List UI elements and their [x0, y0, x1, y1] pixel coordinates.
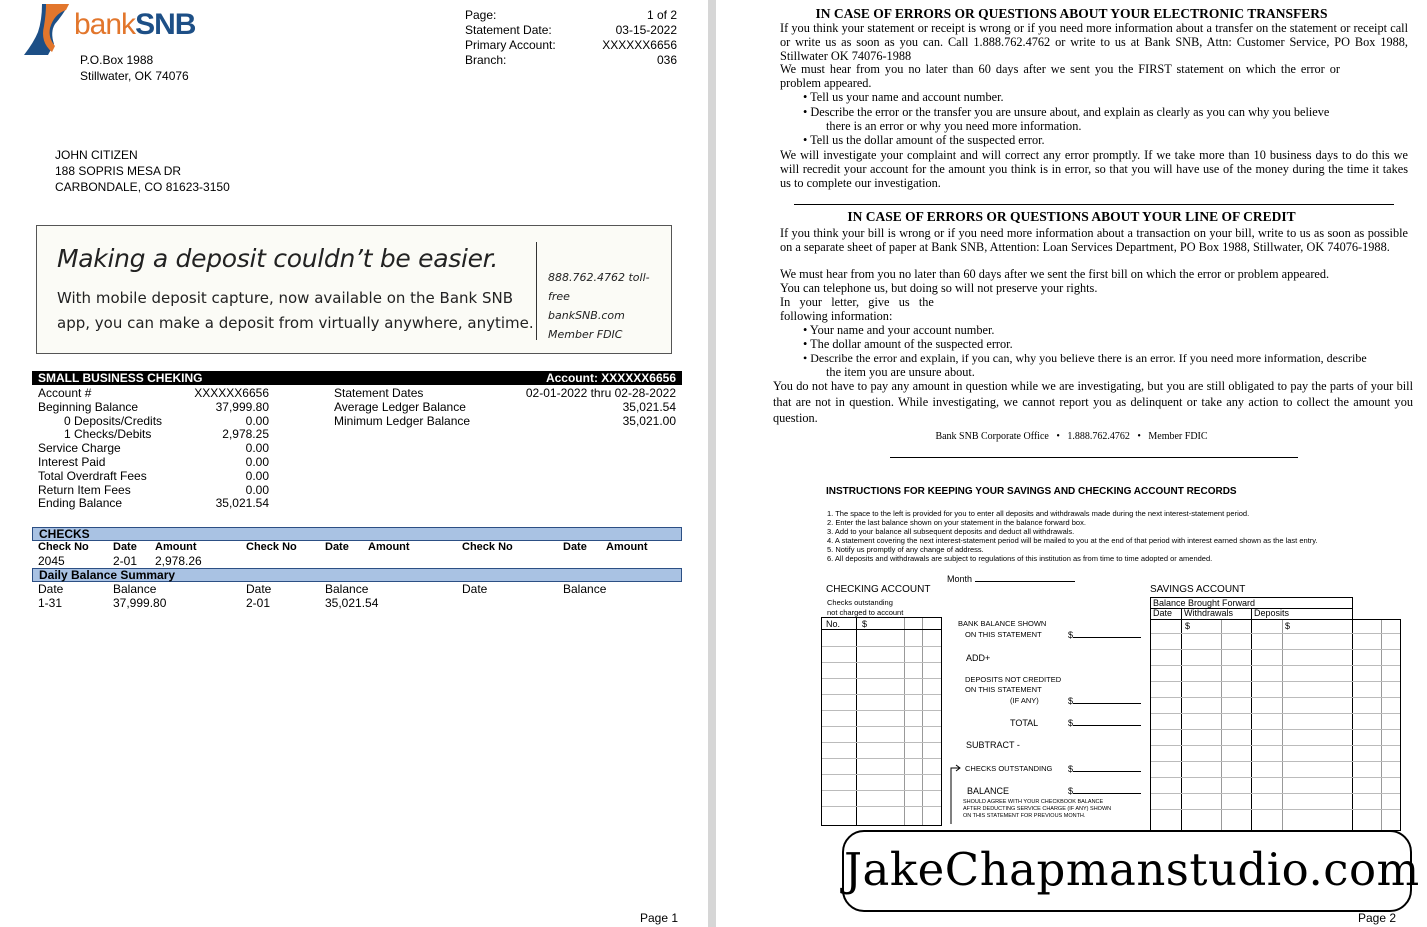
- loc-paragraph: In your letter, give us the: [780, 295, 934, 309]
- daily-balance-title: Daily Balance Summary: [39, 568, 176, 582]
- account-number: Account: XXXXXX6656: [545, 371, 676, 385]
- add-label: ADD+: [966, 653, 991, 663]
- loc-paragraph: You do not have to pay any amount in question while we are investigating, but you are still obligated to pay the parts of your bill that are not in question. While investigating, we cannot report you as delinquent or take any action to collect the amount you question.: [773, 379, 1413, 425]
- checks-header-check-no: Check No: [462, 541, 513, 553]
- daily-balance-table: [38, 582, 678, 612]
- bank-logo-icon: [22, 2, 72, 55]
- watermark: JakeChapmanstudio.com: [842, 830, 1412, 912]
- checks-outstanding-label: not charged to account: [827, 608, 904, 617]
- daily-header-balance: Balance: [325, 582, 369, 596]
- summary-right-value: 02-01-2022 thru 02-28-2022: [525, 386, 676, 400]
- corporate-phone: 1.888.762.4762: [1067, 431, 1130, 442]
- loc-bullet-cont: the item you are unsure about.: [826, 365, 975, 379]
- summary-label: Total Overdraft Fees: [38, 469, 147, 483]
- promo-phone: 888.762.4762 toll-free: [548, 271, 650, 303]
- instructions-title: INSTRUCTIONS FOR KEEPING YOUR SAVINGS AND CHECKING ACCOUNT RECORDS: [826, 486, 1237, 497]
- check-row-amount: 2,978.26: [155, 554, 202, 568]
- checks-header-date: Date: [563, 541, 587, 553]
- eft-paragraph: We will investigate your complaint and will correct any error promptly. If we take more than 10 business days to do this we will recredit your account for the amount you think is in error, so that you will have use of the money during the time it takes us to complete our investigation.: [780, 148, 1408, 190]
- checks-header-amount: Amount: [368, 541, 410, 553]
- summary-right-label: Average Ledger Balance: [334, 400, 466, 414]
- section-divider: [890, 457, 1298, 458]
- page-footer: Page 2: [1358, 911, 1397, 925]
- savings-title: SAVINGS ACCOUNT: [1150, 584, 1246, 595]
- promo-body: With mobile deposit capture, now available on the Bank SNB app, you can make a deposit from virtually anywhere, anytime.: [57, 289, 534, 332]
- checks-header-date: Date: [325, 541, 349, 553]
- statement-date-label: Statement Date:: [465, 23, 552, 37]
- bank-balance-blank: $: [1068, 629, 1141, 640]
- primary-account-label: Primary Account:: [465, 38, 556, 52]
- daily-row-balance: 35,021.54: [325, 596, 379, 610]
- summary-value: 37,999.80: [215, 400, 269, 414]
- balance-note-line: SHOULD AGREE WITH YOUR CHECKBOOK BALANCE: [963, 799, 1104, 805]
- summary-value: 0.00: [245, 469, 269, 483]
- statement-page-1: [0, 0, 708, 927]
- summary-right-label: Minimum Ledger Balance: [334, 414, 471, 428]
- balance-note-line: ON THIS STATEMENT FOR PREVIOUS MONTH.: [963, 813, 1086, 819]
- summary-label: Account #: [38, 386, 92, 400]
- daily-header-balance: Balance: [113, 582, 157, 596]
- promo-website: bankSNB.com: [548, 309, 625, 322]
- account-type: SMALL BUSINESS CHEKING: [38, 371, 203, 385]
- daily-row-date: 1-31: [38, 596, 63, 610]
- summary-label: Service Charge: [38, 441, 121, 455]
- daily-balance-bar: [32, 568, 682, 582]
- section-divider: [794, 204, 1394, 205]
- loc-bullet: • The dollar amount of the suspected error.: [803, 337, 1013, 351]
- statement-page-2: [716, 0, 1427, 927]
- eft-paragraph: We must hear from you no later than 60 days after we sent you the FIRST statement on which the error or problem appeared.: [780, 62, 1340, 90]
- instructions-item: 2. Enter the last balance shown on your statement in the balance forward box.: [827, 518, 1086, 527]
- account-type-bar: [32, 371, 682, 385]
- summary-right-value: 35,021.00: [622, 414, 676, 428]
- bank-balance-label: BANK BALANCE SHOWN: [958, 619, 1047, 628]
- checks-outstanding-blank: $: [1068, 763, 1141, 774]
- col-dollar: $: [862, 619, 868, 629]
- instructions-item: 4. A statement covering the next interest-statement period will be mailed to you at the end of that period with interest earned shown as the last entry.: [827, 536, 1318, 545]
- customer-city: CARBONDALE, CO 81623-3150: [55, 180, 230, 194]
- sav-col-date: Date: [1153, 608, 1173, 618]
- branch-value: 036: [656, 53, 677, 67]
- summary-label: Beginning Balance: [38, 400, 139, 414]
- checking-register: [821, 617, 942, 826]
- promo-box: [36, 225, 672, 354]
- corporate-line: Bank SNB Corporate Office • 1.888.762.4762 • Member FDIC: [935, 431, 1208, 442]
- statement-dates-summary: [334, 386, 676, 430]
- checks-header-amount: Amount: [606, 541, 648, 553]
- checks-outstanding-label: Checks outstanding: [827, 598, 893, 607]
- deposits-blank: $: [1068, 695, 1141, 706]
- checks-outstanding-row: CHECKS OUTSTANDING: [965, 764, 1053, 773]
- instructions-item: 1. The space to the left is provided for you to enter all deposits and withdrawals made during the next interest-statement period.: [827, 509, 1250, 518]
- customer-street: 188 SOPRIS MESA DR: [55, 164, 182, 178]
- eft-bullet-cont: there is an error or why you need more information.: [826, 119, 1082, 133]
- eft-bullet: • Tell us the dollar amount of the suspected error.: [803, 133, 1045, 147]
- month-label: Month: [947, 573, 1075, 584]
- loc-paragraph: We must hear from you no later than 60 days after we sent the first bill on which the error or problem appeared.: [780, 267, 1330, 281]
- page-label: Page:: [465, 8, 497, 22]
- statement-date-value: 03-15-2022: [615, 23, 677, 37]
- primary-account-value: XXXXXX6656: [602, 38, 677, 52]
- bank-balance-label: ON THIS STATEMENT: [965, 630, 1042, 639]
- sav-col-deposits: Deposits: [1254, 608, 1290, 618]
- instructions-item: 6. All deposits and withdrawals are subject to regulations of this institution as from time to time adopted or amended.: [827, 554, 1213, 563]
- eft-bullet: • Describe the error or the transfer you are unsure about, and explain as clearly as you can why you believe: [803, 105, 1330, 119]
- promo-contact: [548, 268, 671, 344]
- account-summary: [38, 386, 269, 516]
- col-no: No.: [826, 619, 841, 629]
- loc-paragraph: If you think your bill is wrong or if you need more information about a transaction on your bill, write to us as soon as possible on a separate sheet of paper at Bank SNB, Attention: Loan Services Department, PO Box 1988, Stillwater, OK 74076-1988.: [780, 226, 1408, 254]
- arrow-icon: [948, 764, 962, 826]
- bank-address-line2: Stillwater, OK 74076: [80, 69, 189, 83]
- customer-name: JOHN CITIZEN: [55, 148, 138, 162]
- daily-row-date: 2-01: [246, 596, 271, 610]
- checks-header-check-no: Check No: [246, 541, 297, 553]
- summary-value: 0.00: [245, 483, 269, 497]
- loc-bullet: • Describe the error and explain, if you can, why you believe there is an error. If you need more information, describe: [803, 351, 1367, 365]
- summary-right-value: 35,021.54: [622, 400, 676, 414]
- eft-title: IN CASE OF ERRORS OR QUESTIONS ABOUT YOUR ELECTRONIC TRANSFERS: [815, 6, 1328, 21]
- summary-label: 1 Checks/Debits: [64, 427, 152, 441]
- checks-header-amount: Amount: [155, 541, 197, 553]
- deposits-label: DEPOSITS NOT CREDITED: [965, 675, 1062, 684]
- summary-value: 0.00: [245, 414, 269, 428]
- loc-bullet: • Your name and your account number.: [803, 323, 995, 337]
- sav-dollar: $: [1285, 621, 1291, 631]
- balance-note: [963, 799, 1111, 820]
- summary-label: Return Item Fees: [38, 483, 131, 497]
- promo-divider: [536, 242, 537, 340]
- checks-title: CHECKS: [39, 527, 90, 541]
- check-row-date: 2-01: [113, 554, 138, 568]
- eft-bullet: • Tell us your name and account number.: [803, 90, 1004, 104]
- daily-header-date: Date: [462, 582, 488, 596]
- summary-label: Interest Paid: [38, 455, 106, 469]
- summary-value: 2,978.25: [222, 427, 269, 441]
- summary-right-label: Statement Dates: [334, 386, 424, 400]
- daily-row-balance: 37,999.80: [113, 596, 167, 610]
- corporate-office: Bank SNB Corporate Office: [935, 431, 1049, 442]
- checks-section-bar: [32, 527, 682, 541]
- sav-col-withdrawals: Withdrawals: [1184, 608, 1234, 618]
- corporate-fdic: Member FDIC: [1148, 431, 1208, 442]
- balance-blank: $: [1068, 785, 1141, 796]
- checks-table: [38, 541, 678, 569]
- promo-fdic: Member FDIC: [548, 328, 623, 341]
- summary-value: 35,021.54: [215, 496, 269, 510]
- checks-header-check-no: Check No: [38, 541, 89, 553]
- instructions-item: 3. Add to your balance all subsequent deposits and deduct all withdrawals.: [827, 527, 1075, 536]
- daily-header-date: Date: [38, 582, 64, 596]
- balance-note-line: AFTER DEDUCTING SERVICE CHARGE (IF ANY) SHOWN: [963, 806, 1112, 812]
- savings-register: [1150, 619, 1401, 831]
- summary-value: 0.00: [245, 455, 269, 469]
- summary-value: XXXXXX6656: [194, 386, 269, 400]
- savings-header: [1150, 597, 1353, 619]
- subtract-label: SUBTRACT -: [966, 740, 1020, 750]
- page-footer: Page 1: [640, 911, 679, 925]
- summary-value: 0.00: [245, 441, 269, 455]
- instructions-item: 5. Notify us promptly of any change of address.: [827, 545, 984, 554]
- balance-forward-label: Balance Brought Forward: [1153, 598, 1256, 608]
- total-label: TOTAL: [1010, 718, 1039, 728]
- branch-label: Branch:: [465, 53, 507, 67]
- summary-label: Ending Balance: [38, 496, 123, 510]
- loc-paragraph: following information:: [780, 309, 893, 323]
- promo-headline: Making a deposit couldn’t be easier.: [57, 244, 498, 273]
- check-row-number: 2045: [38, 554, 65, 568]
- bank-logo-text: bankSNB: [74, 8, 196, 41]
- loc-title: IN CASE OF ERRORS OR QUESTIONS ABOUT YOUR LINE OF CREDIT: [847, 209, 1296, 224]
- daily-header-balance: Balance: [563, 582, 607, 596]
- eft-paragraph: If you think your statement or receipt is wrong or if you need more information about a transfer on the statement or receipt call or write us as soon as you can. Call 1.888.762.4762 or write to us at Bank SNB, Attn: Customer Service, PO Box 1988, Stillwater OK 74076-1988: [780, 21, 1408, 63]
- summary-label: 0 Deposits/Credits: [64, 414, 163, 428]
- checking-title: CHECKING ACCOUNT: [826, 584, 931, 595]
- loc-paragraph: You can telephone us, but doing so will not preserve your rights.: [780, 281, 1098, 295]
- page-value: 1 of 2: [646, 8, 677, 22]
- bank-address-line1: P.O.Box 1988: [80, 53, 154, 67]
- sav-dollar: $: [1185, 621, 1191, 631]
- balance-label: BALANCE: [967, 786, 1010, 796]
- deposits-label: ON THIS STATEMENT: [965, 685, 1042, 694]
- if-any-label: (IF ANY): [1010, 696, 1039, 705]
- total-blank: $: [1068, 717, 1141, 728]
- daily-header-date: Date: [246, 582, 272, 596]
- checks-header-date: Date: [113, 541, 137, 553]
